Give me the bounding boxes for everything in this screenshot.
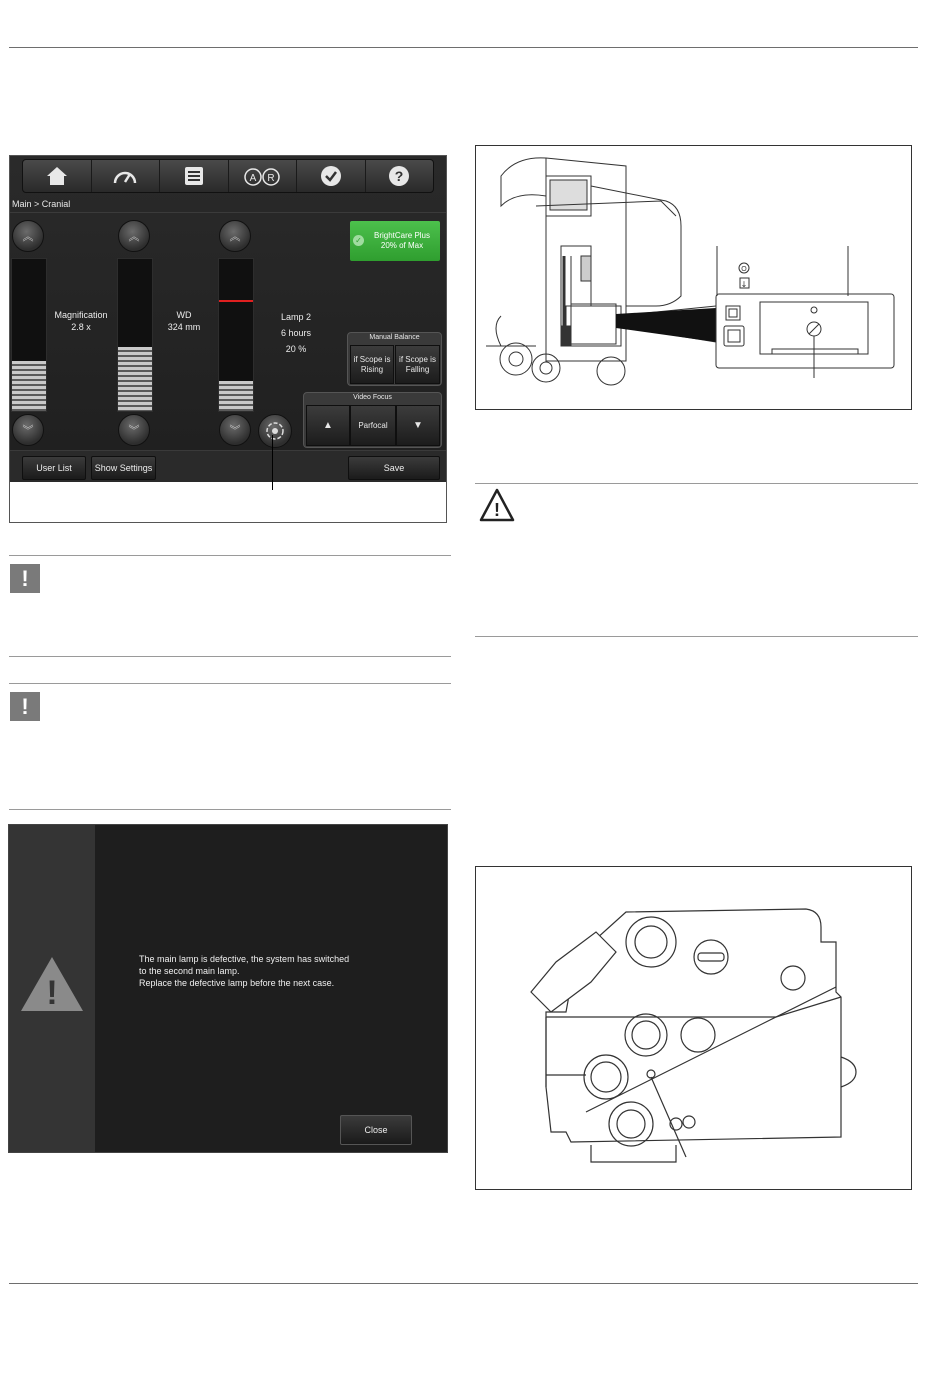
user-list-button[interactable]: User List [22, 456, 86, 480]
stand-drawing [476, 146, 911, 409]
brightcare-text [366, 231, 438, 251]
magnification-value: 2.8 x [71, 322, 91, 332]
brightcare-line2: 20% of Max [380, 241, 424, 250]
magnification-down-button[interactable] [12, 414, 44, 446]
check-icon: ✓ [353, 235, 364, 246]
triangle-down-icon: ▼ [413, 419, 423, 431]
magnification-fill [12, 361, 46, 411]
help-button[interactable] [366, 160, 434, 192]
top-toolbar [22, 159, 434, 193]
home-icon [46, 166, 68, 186]
gauge-icon [112, 166, 138, 186]
magnification-slider[interactable] [11, 220, 45, 450]
warning-line3: Replace the defective lamp before the next case. [139, 978, 335, 988]
lamp-label [256, 309, 336, 357]
check-circle-icon [320, 165, 342, 187]
ar-r-label: R [267, 173, 275, 184]
ui-screen [10, 156, 446, 481]
manual-balance-title: Manual Balance [369, 334, 420, 341]
video-focus-title: Video Focus [353, 394, 392, 401]
lamp-down-button[interactable] [219, 414, 251, 446]
ar-button[interactable] [229, 160, 298, 192]
hazard-bottom-rule [475, 636, 918, 637]
note1-bottom-rule [9, 656, 451, 657]
warning-glyph: ! [46, 974, 58, 1012]
help-glyph: ? [394, 168, 404, 184]
lamp-slider[interactable] [218, 220, 252, 450]
focus-down-button[interactable] [396, 405, 440, 446]
breadcrumb: Main > Cranial [12, 199, 71, 209]
note-icon: ! [10, 564, 40, 593]
bottom-rule [9, 1283, 918, 1284]
power-symbol-label: O [741, 266, 747, 273]
lamp-track[interactable] [218, 258, 254, 412]
lamp-switch-icon [264, 420, 286, 442]
warning-message [139, 953, 419, 989]
chevron-up-icon: ︽ [128, 231, 140, 243]
wd-up-button[interactable] [118, 220, 150, 252]
note2-bottom-rule [9, 809, 451, 810]
note2-top-rule [9, 683, 451, 684]
scope-falling-button[interactable]: if Scope is Falling [395, 345, 440, 384]
hazard-glyph: ! [494, 500, 500, 520]
hazard-icon [479, 488, 515, 522]
hazard-top-rule [475, 483, 918, 484]
gauge-button[interactable] [92, 160, 161, 192]
bottom-bar [10, 450, 446, 482]
triangle-up-icon: ▲ [323, 419, 333, 431]
show-settings-button[interactable]: Show Settings [91, 456, 156, 480]
chevron-up-icon: ︽ [22, 231, 34, 243]
video-focus-panel [303, 392, 442, 448]
wd-fill [118, 347, 152, 411]
check-button[interactable] [297, 160, 366, 192]
top-rule [9, 47, 918, 48]
manual-balance-panel [347, 332, 442, 386]
wd-label [144, 309, 224, 333]
wd-track[interactable] [117, 258, 153, 412]
screenshot-lamp-warning [8, 824, 448, 1153]
note-icon: ! [10, 692, 40, 721]
list-icon [184, 166, 204, 186]
home-button[interactable] [23, 160, 92, 192]
chevron-down-icon: ︾ [128, 425, 140, 437]
lamp-fill [219, 381, 253, 411]
save-button[interactable]: Save [348, 456, 440, 480]
lamp-hours: 6 hours [280, 328, 312, 338]
chevron-up-icon: ︽ [229, 231, 241, 243]
warning-triangle-icon [19, 955, 85, 1013]
magnification-name: Magnification [54, 310, 108, 320]
figure-optics-carrier [475, 866, 912, 1190]
note1-top-rule [9, 555, 451, 556]
lamp-up-button[interactable] [219, 220, 251, 252]
brightcare-button[interactable] [350, 221, 440, 261]
help-icon [388, 165, 410, 187]
list-button[interactable] [160, 160, 229, 192]
brightcare-line1: BrightCare Plus [373, 231, 431, 240]
wd-name: WD [176, 310, 192, 320]
screenshot-main-ui [9, 155, 447, 523]
wd-slider[interactable] [117, 220, 151, 450]
chevron-down-icon: ︾ [229, 425, 241, 437]
magnification-label [41, 309, 121, 333]
wd-value: 324 mm [167, 322, 201, 332]
ar-a-label: A [249, 173, 257, 184]
wd-down-button[interactable] [118, 414, 150, 446]
chevron-down-icon: ︾ [22, 425, 34, 437]
figure-stand-panel [475, 145, 912, 410]
lamp-name: Lamp 2 [280, 312, 312, 322]
lamp-max-marker [219, 300, 253, 302]
ground-symbol-label: ↓ [740, 280, 748, 289]
magnification-track[interactable] [11, 258, 47, 412]
warning-line1: The main lamp is defective, the system has switched [139, 954, 350, 964]
lamp-percent: 20 % [285, 344, 307, 354]
warning-sidebar [9, 825, 95, 1152]
parfocal-button[interactable]: Parfocal [350, 405, 396, 446]
focus-up-button[interactable] [306, 405, 350, 446]
warning-line2: to the second main lamp. [139, 966, 240, 976]
magnification-up-button[interactable] [12, 220, 44, 252]
callout-line [272, 435, 273, 490]
scope-rising-button[interactable]: if Scope is Rising [350, 345, 394, 384]
lamp-switch-button[interactable] [258, 414, 292, 448]
optics-carrier-drawing [476, 867, 911, 1189]
ar-icon [242, 165, 282, 187]
close-button[interactable]: Close [340, 1115, 412, 1145]
header-divider [10, 212, 446, 213]
